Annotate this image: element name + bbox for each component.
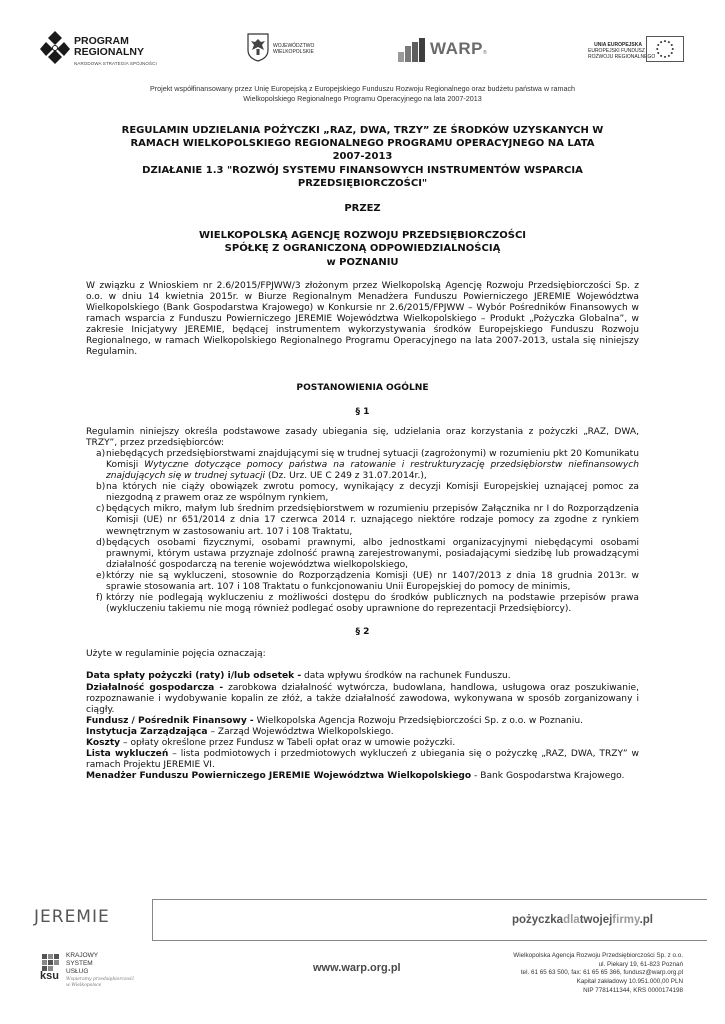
eu-flag-icon (646, 36, 684, 62)
definitions-list (86, 671, 639, 782)
footer-band (0, 899, 725, 941)
eligibility-list (86, 449, 639, 615)
company-address: Wielkopolska Agencja Rozwoju Przedsiębiorczości Sp. z o.o. ul. Piekary 19, 61-823 Poznań tel. 61 65 63 500, fax: 61 65 65 366, fundusz@warp.org.pl Kapitał zakładowy 10.951.000,00 PLN NIP 7781411344, KRS 0000174198 (513, 952, 683, 994)
by-label: PRZEZ (344, 203, 381, 215)
website-link[interactable]: www.warp.org.pl (313, 962, 401, 974)
program-regionalny-subtitle: NARODOWA STRATEGIA SPÓJNOŚCI (74, 61, 157, 66)
definition-item: Działalność gospodarcza - zarobkowa działalność wytwórcza, budowlana, handlowa, usługowa oraz poszukiwanie, rozpoznawanie i wydobywanie kopalin ze złóż, a także działalność zawodowa, wykonywana w sposób zorganizowany i ciągły. (86, 682, 639, 715)
warp-wordmark: WARP® (430, 39, 488, 58)
eu-logo (588, 28, 690, 76)
document-body (86, 124, 639, 782)
cofinancing-note: Projekt współfinansowany przez Unię Europejską z Europejskiego Funduszu Rozwoju Regionalnego oraz budżetu państwa w ramach Wielkopolskiego Regionalnego Programu Operacyjnego na lata 2007-2013 (149, 84, 576, 103)
jeremie-logo: JEREMIE (34, 907, 110, 927)
definition-item: Data spłaty pożyczki (raty) i/lub odsetek - data wpływu środków na rachunek Funduszu. (86, 671, 511, 682)
definition-item: Fundusz / Pośrednik Finansowy - Wielkopolska Agencja Rozwoju Przedsiębiorczości Sp. z o.o. w Poznaniu. (86, 715, 583, 726)
definition-item: Instytucja Zarządzająca – Zarząd Województwa Wielkopolskiego. (86, 726, 394, 737)
document-title: REGULAMIN UDZIELANIA POŻYCZKI „RAZ, DWA, TRZY” ZE ŚRODKÓW UZYSKANYCH W RAMACH WIELKOPOLSKIEGO REGIONALNEGO PROGRAMU OPERACYJNEGO NA LATA 2007-2013 DZIAŁANIE 1.3 "ROZWÓJ SYSTEMU FINANSOWYCH INSTRUMENTÓW WSPARCIA PRZEDSIĘBIORCZOŚCI" (121, 125, 604, 189)
ksu-tagline: Wspieramy przedsiębiorczość w Wielkopolsce (66, 977, 134, 988)
agency-heading: WIELKOPOLSKĄ AGENCJĘ ROZWOJU PRZEDSIĘBIORCZOŚCI SPÓŁKĘ Z OGRANICZONĄ ODPOWIEDZIALNOŚCIĄ w POZNANIU (198, 230, 527, 268)
list-item: c) będących mikro, małym lub średnim przedsiębiorstwem w rozumieniu przepisów Załącznika nr I do Rozporządzenia Komisji (UE) nr 651/2014 z dnia 17 czerwca 2014 r. uznającego niektóre rodzaje pomocy za zgodne z rynkiem wewnętrznym w zastosowaniu art. 107 i 108 Traktatu, (96, 504, 639, 537)
program-regionalny-logo (40, 28, 180, 76)
ksu-abbr: ksu (40, 970, 59, 982)
header-logos (40, 28, 690, 76)
warp-logo (398, 28, 498, 76)
list-item: e) którzy nie są wykluczeni, stosownie do Rozporządzenia Komisji (UE) nr 1407/2013 z dnia 18 grudnia 2013r. w sprawie stosowania art. 107 i 108 Traktatu o funkcjonowaniu Unii Europejskiej do pomocy de minimis, (96, 570, 639, 592)
slogan-box (152, 899, 707, 941)
list-item: a) niebędących przedsiębiorstwami znajdującymi się w trudnej sytuacji (zagrożonymi) w rozumieniu pkt 20 Komunikatu Komisji Wytyczne dotyczące pomocy państwa na ratowanie i restrukturyzację przedsiębiorstw niefinansowych znajdujących się w trudnej sytuacji (Dz. Urz. UE C 249 z 31.07.2014r.), (96, 448, 640, 482)
paragraph-1-heading: § 1 (355, 406, 370, 417)
program-regionalny-title: PROGRAM REGIONALNY (74, 35, 145, 58)
program-regionalny-icon (40, 30, 70, 64)
eu-label: UNIA EUROPEJSKA EUROPEJSKI FUNDUSZ ROZWOJU REGIONALNEGO (588, 42, 656, 60)
paragraph-1-intro: Regulamin niniejszy określa podstawowe zasady ubiegania się, udzielania oraz korzystania z pożyczki „RAZ, DWA, TRZY”, przez przedsiębiorców: (86, 426, 639, 448)
ksu-logo (40, 950, 134, 998)
definition-item: Koszty – opłaty określone przez Fundusz w Tabeli opłat oraz w umowie pożyczki. (86, 738, 456, 749)
slogan-text: pożyczkadlatwojejfirmy.pl (511, 914, 653, 926)
list-item: d) będących osobami fizycznymi, osobami prawnymi, albo jednostkami organizacyjnymi niebędącymi osobami prawnymi, którym ustawa przyznaje zdolność prawną zarejestrowanymi, posiadającymi siedzibę lub prowadzącymi działalność gospodarczą na terenie województwa wielkopolskiego, (96, 537, 639, 570)
intro-paragraph: W związku z Wnioskiem nr 2.6/2015/FPJWW/3 złożonym przez Wielkopolską Agencję Rozwoju Przedsiębiorczości Sp. z o.o. w dniu 14 kwietnia 2015r. w Biurze Regionalnym Menadżera Funduszu Powierniczego JEREMIE Województwa Wielkopolskiego (Bank Gospodarstwa Krajowego) w Konkursie nr 2.6/2015/FPJWW – Wybór Pośredników Finansowych w ramach wsparcia z Funduszu Powierniczego JEREMIE Województwa Wielkopolskiego – Produkt „Pożyczka Globalna”, w zakresie Inicjatywy JEREMIE, będącej instrumentem wykorzystywania środków Europejskiego Funduszu Rozwoju Regionalnego, w ramach Wielkopolskiego Regionalnego Programu Operacyjnego na lata 2007-2013, ustala się niniejszy Regulamin. (86, 280, 639, 358)
definition-item: Menadżer Funduszu Powierniczego JEREMIE Województwa Wielkopolskiego - Bank Gospodarstwa Krajowego. (86, 771, 625, 782)
paragraph-2-intro: Użyte w regulaminie pojęcia oznaczają: (86, 649, 266, 660)
wielkopolskie-logo (246, 28, 336, 76)
list-item: f) którzy nie podlegają wykluczeniu z możliwości dostępu do środków publicznych na podstawie przepisów prawa (wykluczeniu takiemu nie mogą również podlegać osoby uprawnione do reprezentacji Przedsiębiorcy). (96, 593, 639, 615)
definition-item: Lista wykluczeń – lista podmiotowych i przedmiotowych wykluczeń z ubiegania się o pożyczkę „RAZ, DWA, TRZY” w ramach Projektu JEREMIE VI. (86, 749, 639, 771)
warp-mark-icon (398, 38, 426, 62)
eagle-crest-icon (246, 32, 270, 62)
ksu-label: KRAJOWY SYSTEM USŁUG (66, 952, 99, 975)
list-item: b) na których nie ciąży obowiązek zwrotu pomocy, wynikający z decyzji Komisji Europejskiej uznającej pomoc za niezgodną z prawem oraz ze wspólnym rynkiem, (96, 482, 639, 504)
paragraph-2-heading: § 2 (355, 627, 370, 638)
section-heading-general: POSTANOWIENIA OGÓLNE (296, 383, 429, 394)
wielkopolskie-label: WOJEWÓDZTWO WIELKOPOLSKIE (273, 43, 315, 55)
